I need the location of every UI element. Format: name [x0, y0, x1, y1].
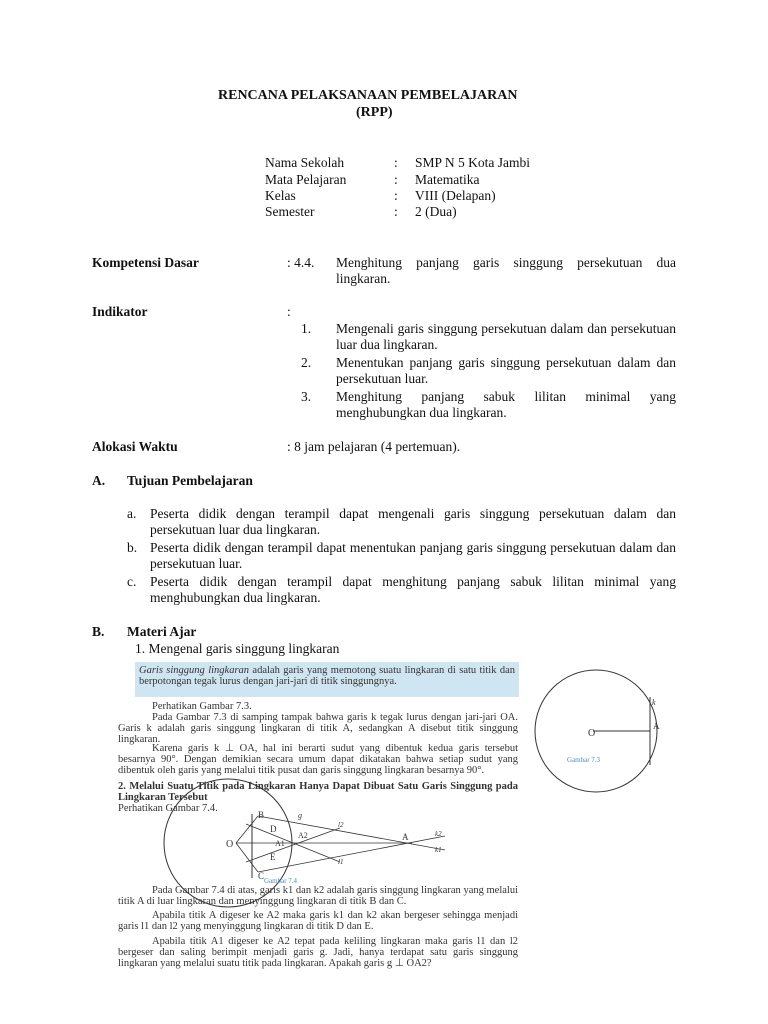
- point-label: O: [226, 839, 234, 850]
- tujuan-letter: c.: [127, 574, 137, 589]
- excerpt-paragraph: Perhatikan Gambar 7.4.: [118, 803, 218, 814]
- materi-item-1: 1. Mengenal garis singgung lingkaran: [135, 641, 340, 656]
- point-label: D: [270, 824, 277, 834]
- identity-value: SMP N 5 Kota Jambi: [415, 155, 531, 170]
- identity-value: 2 (Dua): [415, 204, 457, 219]
- excerpt-paragraph: Apabila titik A1 digeser ke A2 tepat pada keliling lingkaran maka garis l1 dan l2 bergeser dan saling berimpit menjadi garis g. Jadi, hanya terdapat satu garis singgung lingkaran yang melalui suatu titik pada lingkaran. Apakah garis g ⊥ OA2?: [118, 936, 518, 969]
- section-letter: A.: [92, 473, 106, 488]
- indikator-label: Indikator: [92, 304, 148, 319]
- point-label: A: [653, 721, 660, 731]
- excerpt-paragraph: Karena garis k ⊥ OA, hal ini berarti sudut yang dibentuk kedua garis tersebut besarnya 90°. Dengan demikian secara umum dapat dikatakan bahwa setiap sudut yang dibentuk oleh garis yang melalui titik pusat dan garis singgung lingkaran besarnya 90°.: [118, 743, 518, 776]
- tujuan-item: Peserta didik dengan terampil dapat menentukan panjang garis singgung persekutuan dalam dan persekutuan luar.: [150, 540, 676, 571]
- identity-colon: :: [394, 188, 398, 203]
- indikator-colon: :: [287, 304, 291, 319]
- identity-label: Semester: [265, 204, 315, 219]
- indikator-number: 1.: [301, 321, 312, 336]
- tujuan-item: Peserta didik dengan terampil dapat menghitung panjang sabuk lilitan minimal yang menghubungkan dua lingkaran.: [150, 574, 676, 605]
- point-label: A1: [275, 839, 285, 848]
- indikator-item: Mengenali garis singgung persekutuan dalam dan persekutuan luar dua lingkaran.: [336, 321, 676, 352]
- point-label: O: [588, 728, 596, 739]
- identity-value: VIII (Delapan): [415, 188, 496, 203]
- excerpt-paragraph: Pada Gambar 7.4 di atas, garis k1 dan k2 adalah garis singgung lingkaran yang melalui titik A di luar lingkaran dan menyinggung lingkaran di titik B dan C.: [118, 885, 518, 907]
- identity-label: Nama Sekolah: [265, 155, 345, 170]
- k1-line: [258, 816, 445, 850]
- point-label: A: [402, 832, 409, 842]
- indikator-item: Menghitung panjang sabuk lilitan minimal yang menghubungkan dua lingkaran.: [336, 389, 676, 420]
- definition-body: adalah garis yang memotong suatu lingkaran di satu titik dan berpotongan tegak lurus dengan jari-jari di titik singgungnya.: [139, 665, 515, 687]
- excerpt-subheading: 2. Melalui Suatu Titik pada Lingkaran Hanya Dapat Dibuat Satu Garis Singgung pada Lingkaran Tersebut: [118, 781, 518, 803]
- figure-7-4: [150, 810, 460, 882]
- point-label: B: [258, 810, 265, 820]
- kompetensi-colon: : 4.4.: [287, 255, 315, 270]
- identity-colon: :: [394, 204, 398, 219]
- point-label: C: [258, 871, 265, 881]
- line-label: k2: [435, 830, 442, 838]
- kompetensi-label: Kompetensi Dasar: [92, 255, 199, 270]
- line-label: l1: [338, 858, 344, 866]
- identity-colon: :: [394, 172, 398, 187]
- section-letter: B.: [92, 624, 105, 639]
- line-label: k1: [435, 846, 442, 854]
- alokasi-label: Alokasi Waktu: [92, 439, 178, 454]
- line-label: g: [298, 811, 302, 820]
- document-subtitle: (RPP): [356, 105, 393, 120]
- excerpt-paragraph: Perhatikan Gambar 7.3.: [152, 701, 252, 712]
- document-title: RENCANA PELAKSANAAN PEMBELAJARAN: [218, 88, 518, 103]
- figure-caption: Gambar 7.4: [264, 877, 298, 885]
- alokasi-text: : 8 jam pelajaran (4 pertemuan).: [287, 439, 461, 454]
- identity-value: Matematika: [415, 172, 480, 187]
- indikator-number: 2.: [301, 355, 312, 370]
- indikator-number: 3.: [301, 389, 312, 404]
- tujuan-letter: b.: [127, 540, 138, 555]
- materi-heading: Materi Ajar: [127, 624, 197, 639]
- identity-label: Kelas: [265, 188, 296, 203]
- radius-ob: [236, 816, 258, 843]
- k2-line: [258, 836, 445, 872]
- kompetensi-text: Menghitung panjang garis singgung persekutuan dua lingkaran.: [336, 255, 676, 286]
- point-label: A2: [298, 831, 308, 840]
- line-label: l2: [338, 821, 344, 829]
- radius-oc: [236, 843, 258, 872]
- identity-label: Mata Pelajaran: [265, 172, 347, 187]
- figure-caption: Gambar 7.3: [567, 756, 601, 764]
- line-label: k: [652, 698, 656, 707]
- definition-term: Garis singgung lingkaran: [139, 665, 250, 676]
- tujuan-letter: a.: [127, 506, 137, 521]
- identity-colon: :: [394, 155, 398, 170]
- excerpt-paragraph: Apabila titik A digeser ke A2 maka garis k1 dan k2 akan bergeser sehingga menjadi garis l1 dan l2 yang menyinggung lingkaran di titik D dan E.: [118, 910, 518, 932]
- excerpt-paragraph: Pada Gambar 7.3 di samping tampak bahwa garis k tegak lurus dengan jari-jari OA. Garis k adalah garis singgung lingkaran di titik A, sedangkan A disebut titik singgung lingkaran.: [118, 712, 518, 745]
- point-label: E: [270, 852, 276, 862]
- l2-line: [246, 828, 340, 862]
- tujuan-heading: Tujuan Pembelajaran: [127, 473, 253, 488]
- definition-text: [139, 665, 515, 687]
- indikator-item: Menentukan panjang garis singgung persekutuan dalam dan persekutuan luar.: [336, 355, 676, 386]
- tujuan-item: Peserta didik dengan terampil dapat mengenali garis singgung persekutuan dalam dan persekutuan luar dua lingkaran.: [150, 506, 676, 537]
